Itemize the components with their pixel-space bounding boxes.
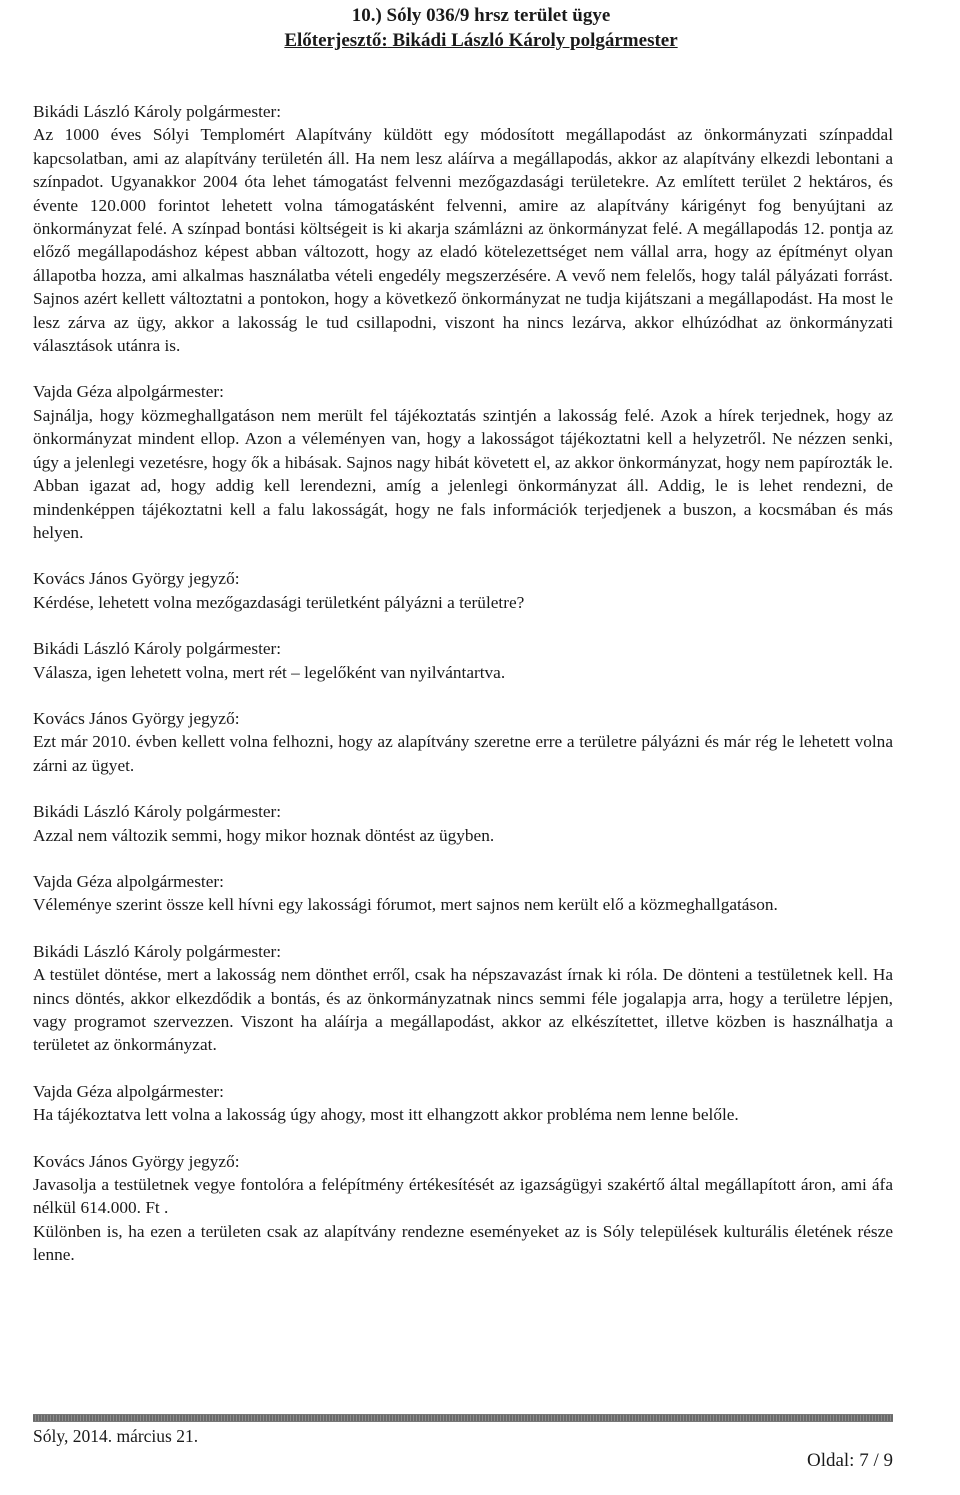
speaker-name: Bikádi László Károly polgármester:	[33, 102, 282, 121]
document-page	[33, 0, 893, 1495]
speech-paragraph: Sajnálja, hogy közmeghallgatáson nem merült fel tájékoztatás szintjén a lakosság felé. Azok a hírek terjednek, hogy az önkormányzat mindent ellop. Azon a véleményen van, hogy a lakosságot tájékoztatni kell a helyzetről. Ne nézzen senki, úgy a jelenlegi vezetésre, hogy ők a hibásak. Sajnos nagy hibát követett el, az akkor önkormányzat, hogy nem papírozták le. Abban igazat ad, hogy addig kell lerendezni, amíg a jelenlegi önkormányzat áll. Addig, le is lehet rendezni, de mindenképpen tájékoztatni kell a falu lakosságát, hogy ne fals információk terjedjenek a buszon, a kocsmában és más helyen.	[33, 405, 893, 542]
speech-block	[33, 870, 893, 917]
speech-block	[33, 707, 893, 777]
speech-paragraph: Válasza, igen lehetett volna, mert rét – legelőként van nyilvántartva.	[33, 662, 506, 682]
speaker-name: Kovács János György jegyző:	[33, 1151, 240, 1171]
speech-paragraph: Véleménye szerint össze kell hívni egy lakossági fórumot, mert sajnos nem került elő a közmeghallgatáson.	[33, 895, 778, 915]
speech-block	[33, 1080, 893, 1127]
speech-text	[33, 893, 893, 916]
speech-text	[33, 404, 893, 544]
presenter-name: Bikádi László Károly polgármester	[387, 30, 678, 51]
speech-text	[33, 591, 893, 614]
minutes-body	[33, 100, 893, 1267]
speaker-name: Bikádi László Károly polgármester:	[33, 639, 282, 659]
speech-text	[33, 963, 893, 1057]
speaker-name: Vajda Géza alpolgármester:	[33, 382, 224, 402]
footer-date: Sóly, 2014. március 21.	[33, 1426, 199, 1446]
document-header	[69, 4, 893, 54]
speech-text	[33, 1103, 893, 1126]
speech-block	[33, 100, 893, 357]
speaker-name: Kovács János György jegyző:	[33, 569, 240, 589]
presenter-line	[69, 28, 893, 54]
speaker-name: Kovács János György jegyző:	[33, 708, 240, 728]
speech-text	[33, 1173, 893, 1267]
speech-paragraph: Különben is, ha ezen a területen csak az alapítvány rendezne eseményeket az is Sóly települések kulturális életének része lenne.	[33, 1221, 893, 1265]
speech-paragraph: Kérdése, lehetett volna mezőgazdasági területként pályázni a területre?	[33, 592, 525, 612]
speech-paragraph: Ha tájékoztatva lett volna a lakosság úgy ahogy, most itt elhangzott akkor probléma nem lenne belőle.	[33, 1105, 739, 1125]
speech-paragraph: Javasolja a testületnek vegye fontolóra a felépítmény értékesítését az igazságügyi szakértő által megállapított áron, ami áfa nélkül 614.000. Ft .	[33, 1175, 893, 1218]
speech-block	[33, 567, 893, 614]
speech-text	[33, 123, 893, 357]
speech-block	[33, 380, 893, 544]
speech-paragraph: Az 1000 éves Sólyi Templomért Alapítvány küldött egy módosított megállapodást az önkormányzati színpaddal kapcsolatban, ami az alapítvány területén áll. Ha nem lesz aláírva a megállapodás, akkor az alapítvány elkezdi lebontani a színpadot. Ugyanakkor 2004 óta lehet támogatást felvenni mezőgazdasági területekre. Az említett terület 2 hektáros, és évente 120.000 forintot lehetett volna támogatásként felvenni, amire az alapítvány kárigényt fog benyújtani az önkormányzat felé. A színpad bontási költségeit is ki akarja számlázni az önkormányzat felé. A megállapodás 12. pontja az előző megállapodáshoz képest abban változott, hogy az eladó kötelezettséget nem vállal arra, hogy az építményt olyan állapotba hozza, ami alkalmas használatba vételi engedély megszerzésére. A vevő nem felelős, hogy talál pályázati forrást. Sajnos azért kellett változtatni a pontokon, hogy a következő önkormányzat ne tudja kijátszani a megállapodást. Ha most le lesz zárva az ügy, akkor a lakosság le tud csillapodni, viszont ha nincs lezárva, akkor elhúzódhat az önkormányzati választások utánra is.	[33, 125, 893, 356]
speech-text	[33, 661, 893, 684]
speech-text	[33, 730, 893, 777]
speaker-name: Vajda Géza alpolgármester:	[33, 1081, 224, 1101]
speaker-name: Bikádi László Károly polgármester:	[33, 941, 282, 961]
presenter-label: Előterjesztő:	[284, 30, 388, 51]
speech-paragraph: A testület döntése, mert a lakosság nem dönthet erről, csak ha népszavazást írnak ki róla. De dönteni a testületnek kell. Ha nincs döntés, akkor elkezdődik a bontás, és az önkormányzatnak nincs semmi féle jogalapja arra, hogy a területre lépjen, vagy programot szervezzen. Viszont ha aláírja a megállapodást, akkor az elkészítettet, illetve közben is használhatja a területet az önkormányzat.	[33, 965, 893, 1055]
page-number: Oldal: 7 / 9	[806, 1450, 893, 1471]
speech-paragraph: Azzal nem változik semmi, hogy mikor hoznak döntést az ügyben.	[33, 825, 495, 845]
section-title: 10.) Sóly 036/9 hrsz terület ügye	[351, 5, 611, 26]
speaker-name: Vajda Géza alpolgármester:	[33, 871, 224, 891]
speech-block	[33, 637, 893, 684]
speech-block	[33, 1150, 893, 1267]
speech-paragraph: Ezt már 2010. évben kellett volna felhozni, hogy az alapítvány szeretne erre a területre pályázni és már rég le lehetett volna zárni az ügyet.	[33, 732, 893, 775]
speech-block	[33, 940, 893, 1057]
speech-text	[33, 824, 893, 847]
footer-divider	[33, 1414, 893, 1422]
speaker-name: Bikádi László Károly polgármester:	[33, 802, 282, 822]
speech-block	[33, 800, 893, 847]
